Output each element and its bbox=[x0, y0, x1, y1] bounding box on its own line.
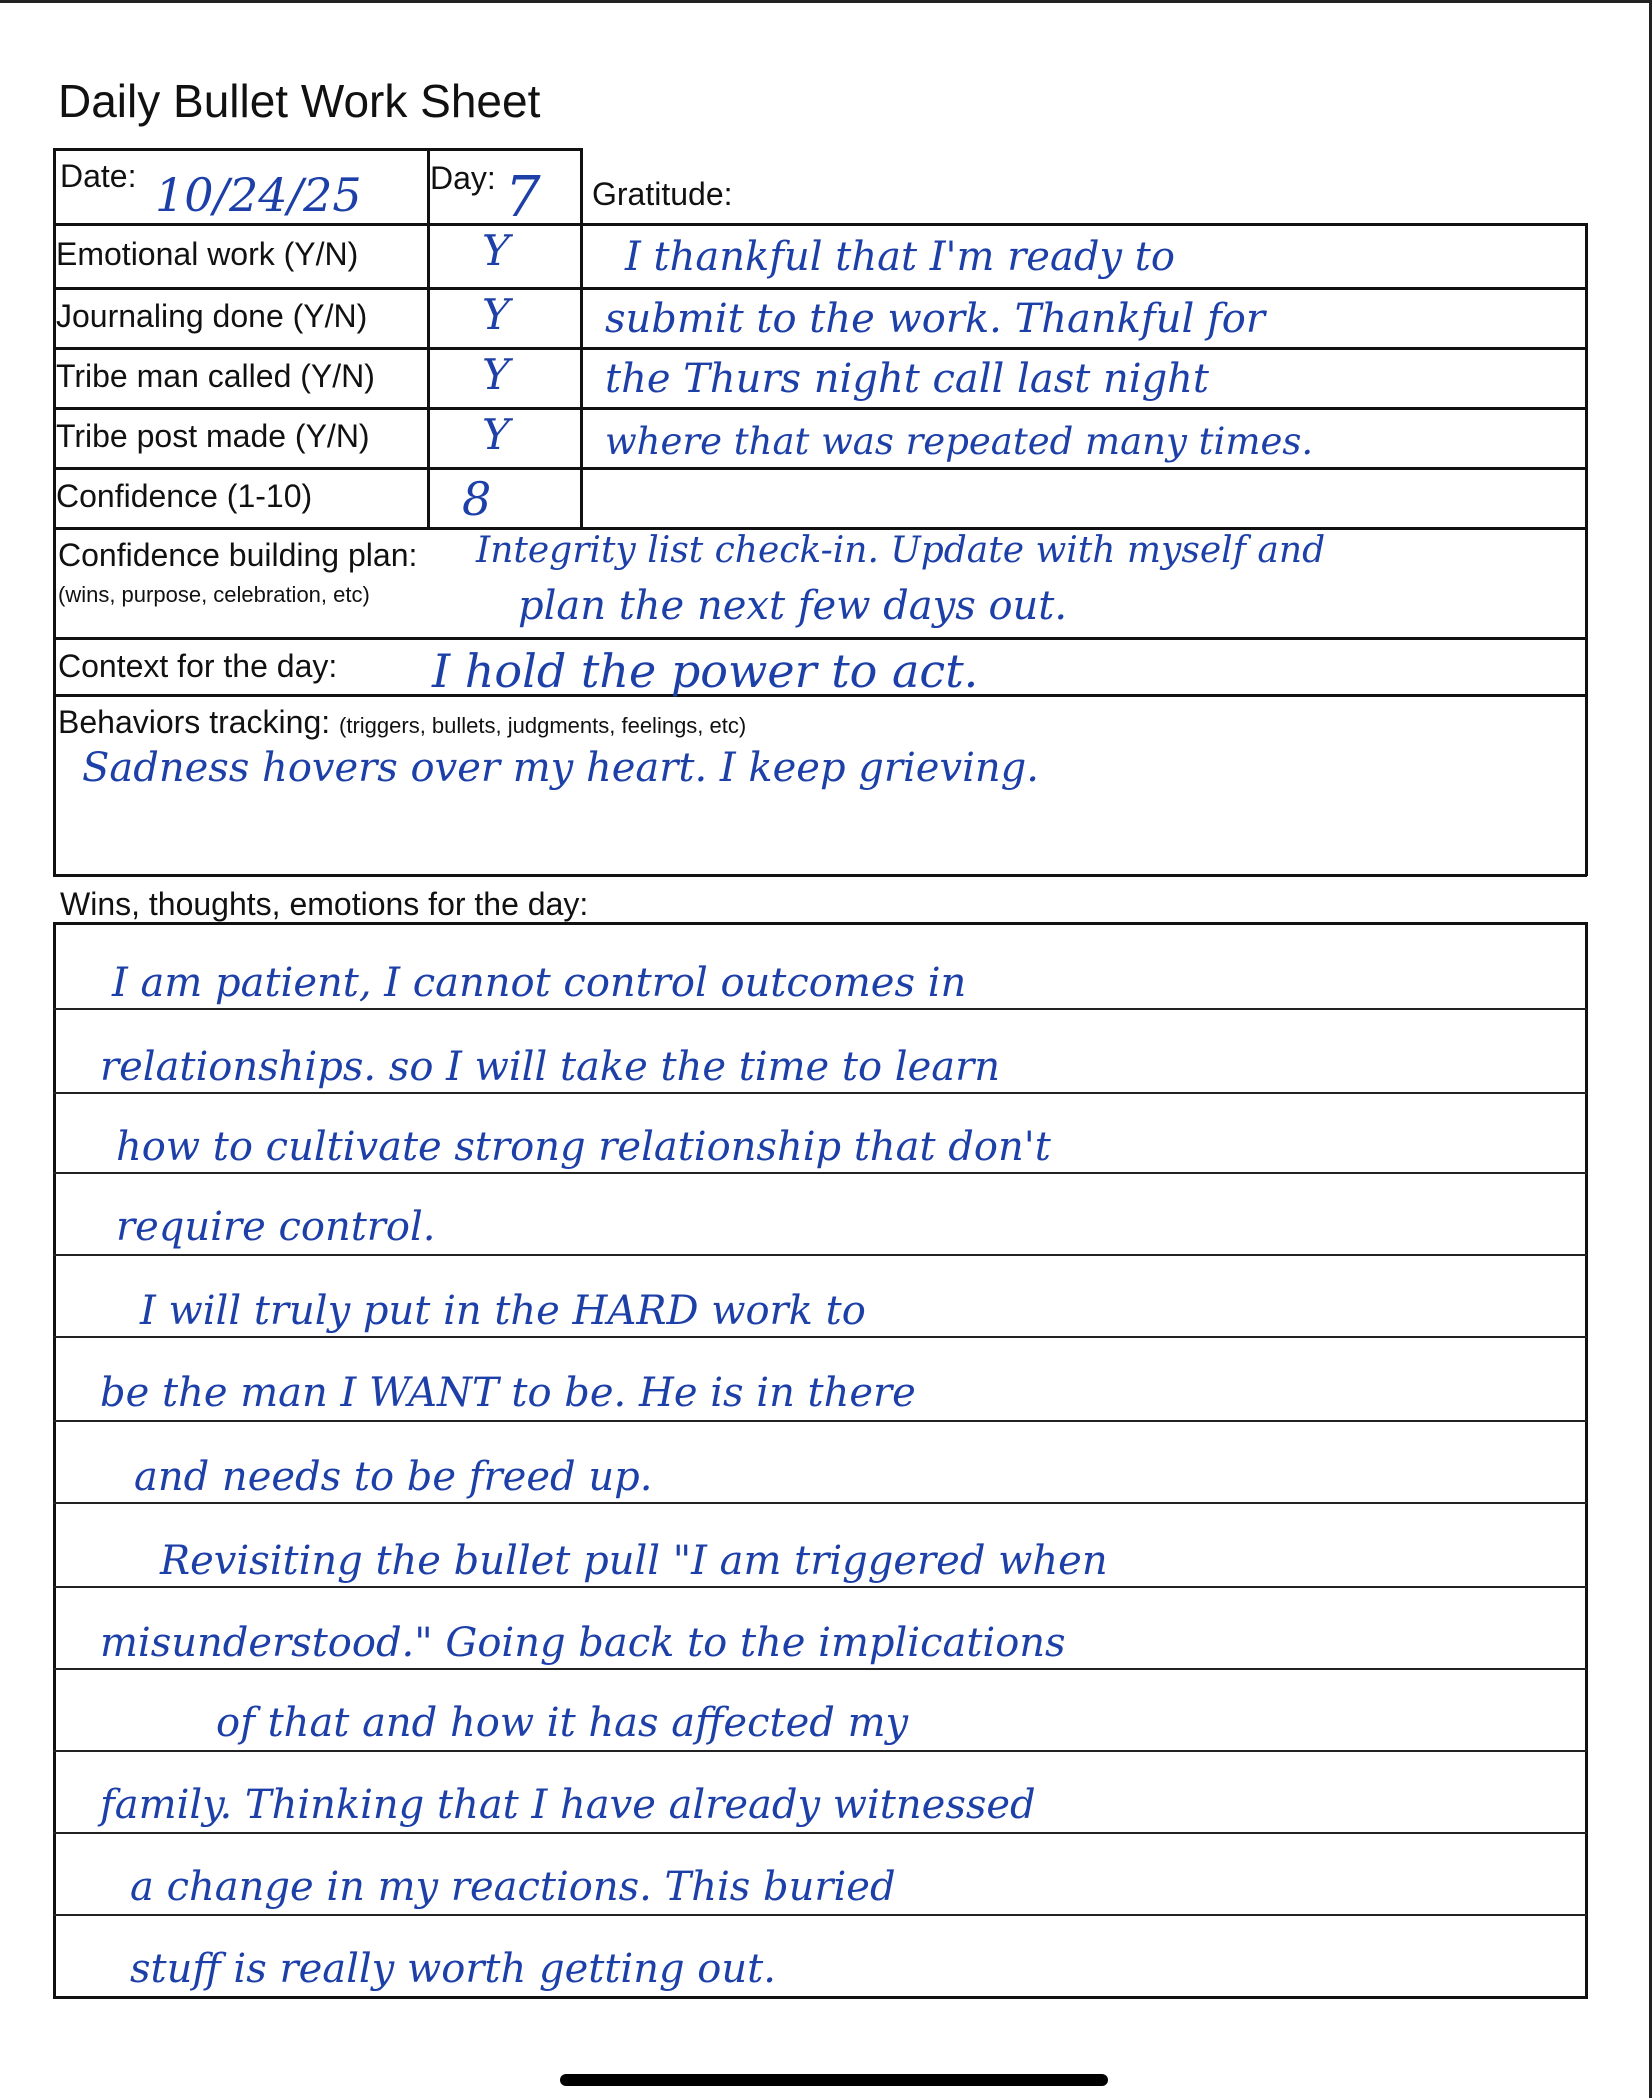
confidence-label: Confidence (1-10) bbox=[56, 478, 313, 514]
wins-line: be the man I WANT to be. He is in there bbox=[100, 1370, 916, 1416]
behaviors-sublabel: (triggers, bullets, judgments, feelings, etc) bbox=[339, 713, 747, 738]
journaling-label: Journaling done (Y/N) bbox=[56, 298, 368, 334]
confidence-value[interactable]: 8 bbox=[462, 472, 492, 526]
wins-line: family. Thinking that I have already witnessed bbox=[100, 1782, 1036, 1828]
gratitude-line: I thankful that I'm ready to bbox=[625, 234, 1175, 280]
emotional-work-value[interactable]: Y bbox=[482, 226, 510, 275]
wins-line: stuff is really worth getting out. bbox=[130, 1946, 776, 1992]
home-indicator[interactable] bbox=[560, 2074, 1108, 2086]
behaviors-value: Sadness hovers over my heart. I keep grieving. bbox=[82, 745, 1039, 791]
wins-line: I will truly put in the HARD work to bbox=[140, 1288, 866, 1334]
confidence-plan-line: plan the next few days out. bbox=[518, 583, 1068, 629]
page-top-edge bbox=[0, 0, 1652, 3]
wins-line: of that and how it has affected my bbox=[216, 1700, 909, 1746]
wins-line: require control. bbox=[116, 1204, 436, 1250]
day-label: Day: bbox=[430, 160, 496, 196]
wins-line: misunderstood." Going back to the implications bbox=[100, 1620, 1066, 1666]
day-value[interactable]: 7 bbox=[505, 165, 541, 230]
date-value[interactable]: 10/24/25 bbox=[155, 168, 362, 222]
tribe-post-made-value[interactable]: Y bbox=[482, 410, 510, 459]
date-label: Date: bbox=[60, 158, 137, 194]
tribe-post-made-label: Tribe post made (Y/N) bbox=[56, 418, 370, 454]
context-label: Context for the day: bbox=[58, 648, 338, 684]
sheet-title: Daily Bullet Work Sheet bbox=[58, 75, 541, 127]
behaviors-label bbox=[58, 704, 746, 741]
context-value: I hold the power to act. bbox=[432, 644, 979, 698]
confidence-plan-label: Confidence building plan: bbox=[58, 537, 418, 573]
gratitude-label: Gratitude: bbox=[592, 176, 733, 212]
confidence-plan-line: Integrity list check-in. Update with myself and bbox=[476, 530, 1326, 571]
wins-line: I am patient, I cannot control outcomes in bbox=[112, 960, 967, 1006]
wins-line: Revisiting the bullet pull "I am triggered when bbox=[160, 1538, 1108, 1584]
confidence-plan-sublabel: (wins, purpose, celebration, etc) bbox=[58, 582, 370, 607]
wins-line: and needs to be freed up. bbox=[134, 1454, 653, 1500]
wins-line: a change in my reactions. This buried bbox=[130, 1864, 896, 1910]
wins-label: Wins, thoughts, emotions for the day: bbox=[60, 886, 589, 922]
wins-line: how to cultivate strong relationship that don't bbox=[116, 1124, 1051, 1170]
gratitude-line: the Thurs night call last night bbox=[605, 356, 1210, 402]
tribe-man-called-value[interactable]: Y bbox=[482, 350, 510, 399]
behaviors-label-text: Behaviors tracking: bbox=[58, 704, 331, 740]
gratitude-line: where that was repeated many times. bbox=[605, 420, 1314, 463]
journaling-value[interactable]: Y bbox=[482, 290, 510, 339]
emotional-work-label: Emotional work (Y/N) bbox=[56, 236, 359, 272]
wins-line: relationships. so I will take the time to learn bbox=[100, 1044, 1000, 1090]
tribe-man-called-label: Tribe man called (Y/N) bbox=[56, 358, 375, 394]
gratitude-line: submit to the work. Thankful for bbox=[605, 296, 1265, 342]
